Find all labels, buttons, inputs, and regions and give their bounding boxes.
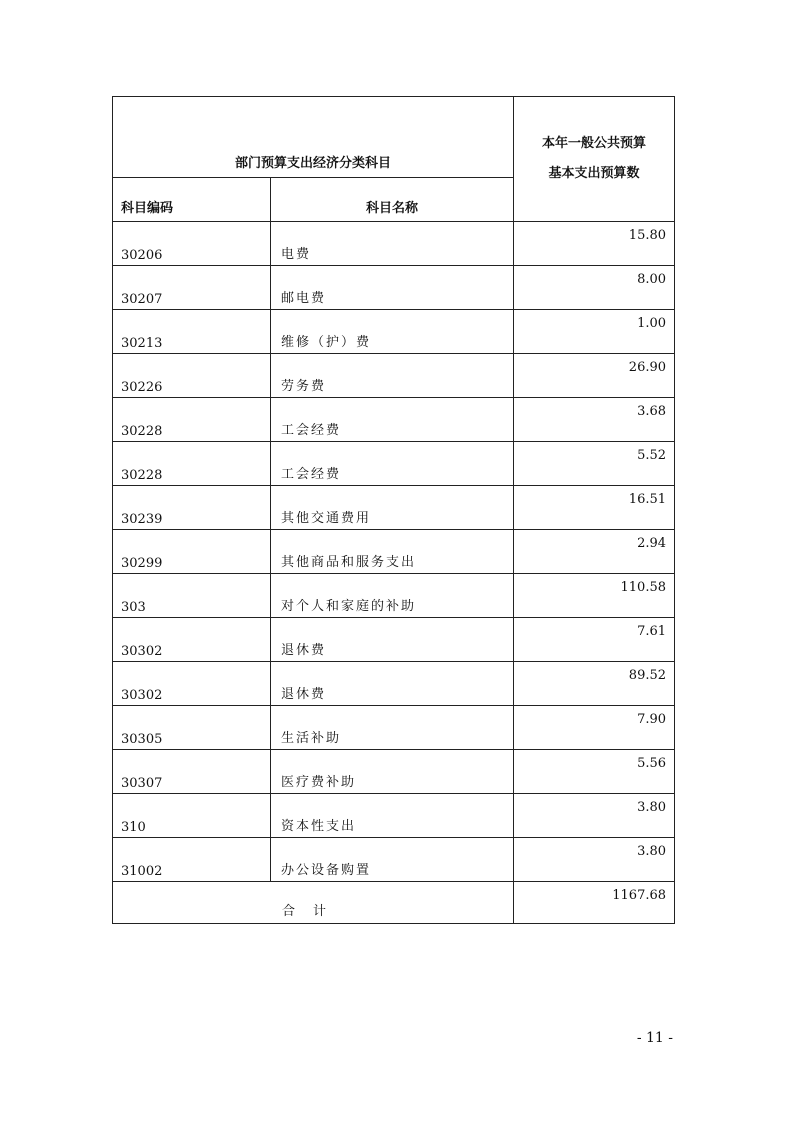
table-row: [113, 530, 675, 574]
cell-name: 其他商品和服务支出: [271, 530, 514, 574]
cell-amount: 7.61: [514, 618, 675, 662]
cell-code: 30305: [113, 706, 271, 750]
cell-name: 工会经费: [271, 442, 514, 486]
cell-code: 30302: [113, 618, 271, 662]
cell-name: 劳务费: [271, 354, 514, 398]
cell-code: 31002: [113, 838, 271, 882]
cell-code: 30239: [113, 486, 271, 530]
cell-code: 30228: [113, 442, 271, 486]
col-header-name: 科目名称: [271, 178, 514, 222]
cell-code: 30228: [113, 398, 271, 442]
cell-name: 办公设备购置: [271, 838, 514, 882]
cell-name: 退休费: [271, 618, 514, 662]
table-row: [113, 574, 675, 618]
cell-amount: 3.80: [514, 794, 675, 838]
table-row: [113, 310, 675, 354]
total-row: [113, 882, 675, 924]
cell-amount: 1.00: [514, 310, 675, 354]
cell-code: 30302: [113, 662, 271, 706]
budget-table: [112, 96, 675, 924]
table-row: [113, 750, 675, 794]
cell-name: 医疗费补助: [271, 750, 514, 794]
amount-header-line1: 本年一般公共预算: [542, 136, 647, 151]
cell-code: 30213: [113, 310, 271, 354]
cell-amount: 89.52: [514, 662, 675, 706]
group-header: 部门预算支出经济分类科目: [113, 97, 514, 178]
cell-amount: 16.51: [514, 486, 675, 530]
cell-name: 维修（护）费: [271, 310, 514, 354]
cell-name: 其他交通费用: [271, 486, 514, 530]
cell-code: 303: [113, 574, 271, 618]
cell-name: 资本性支出: [271, 794, 514, 838]
cell-name: 对个人和家庭的补助: [271, 574, 514, 618]
table-row: [113, 222, 675, 266]
cell-amount: 8.00: [514, 266, 675, 310]
cell-amount: 26.90: [514, 354, 675, 398]
cell-amount: 3.68: [514, 398, 675, 442]
cell-code: 30207: [113, 266, 271, 310]
cell-name: 邮电费: [271, 266, 514, 310]
cell-name: 电费: [271, 222, 514, 266]
cell-amount: 110.58: [514, 574, 675, 618]
total-label: 合计: [113, 882, 514, 924]
cell-amount: 3.80: [514, 838, 675, 882]
page-number: - 11 -: [636, 1030, 673, 1046]
cell-code: 30206: [113, 222, 271, 266]
table-row: [113, 442, 675, 486]
table-row: [113, 398, 675, 442]
cell-amount: 15.80: [514, 222, 675, 266]
cell-code: 30307: [113, 750, 271, 794]
cell-amount: 2.94: [514, 530, 675, 574]
cell-name: 生活补助: [271, 706, 514, 750]
cell-name: 退休费: [271, 662, 514, 706]
cell-amount: 5.56: [514, 750, 675, 794]
amount-header: [514, 97, 675, 222]
table-row: [113, 486, 675, 530]
cell-amount: 5.52: [514, 442, 675, 486]
col-header-code: 科目编码: [113, 178, 271, 222]
table-row: [113, 794, 675, 838]
table-row: [113, 706, 675, 750]
cell-code: 30299: [113, 530, 271, 574]
table-row: [113, 354, 675, 398]
total-amount: 1167.68: [514, 882, 675, 924]
cell-name: 工会经费: [271, 398, 514, 442]
cell-amount: 7.90: [514, 706, 675, 750]
table-row: [113, 266, 675, 310]
amount-header-line2: 基本支出预算数: [548, 166, 640, 181]
cell-code: 310: [113, 794, 271, 838]
table-row: [113, 838, 675, 882]
cell-code: 30226: [113, 354, 271, 398]
table-row: [113, 618, 675, 662]
table-row: [113, 662, 675, 706]
